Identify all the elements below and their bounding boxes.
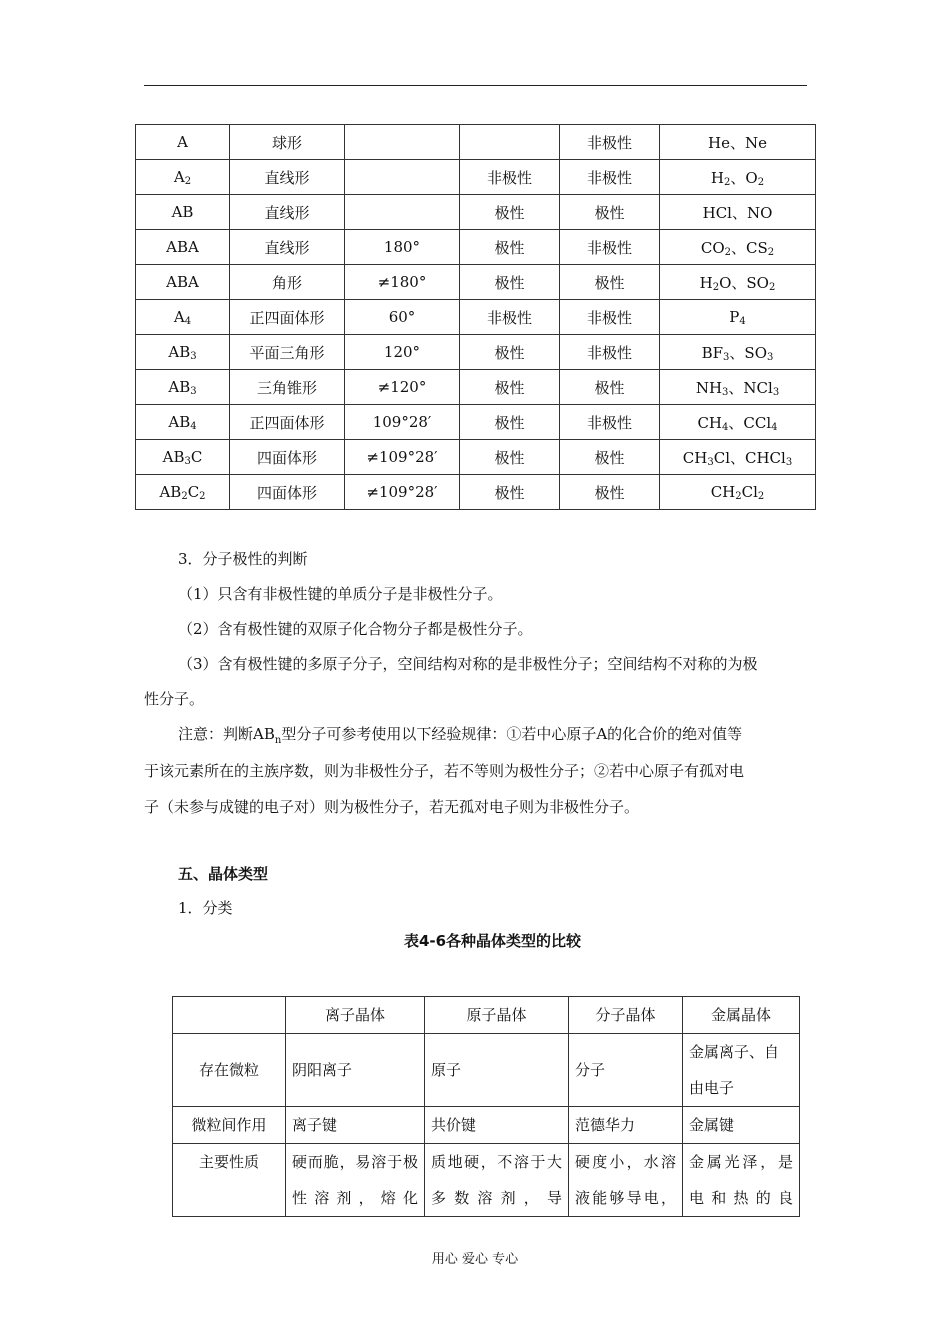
header-atomic: 原子晶体 <box>425 997 569 1034</box>
formula-text: O、SO <box>719 273 769 292</box>
header-molecular: 分子晶体 <box>569 997 683 1034</box>
rule-1: （1）只含有非极性键的单质分子是非极性分子。 <box>178 585 503 603</box>
molecule-angle-cell: ≠109°28′ <box>345 440 460 475</box>
subscript: 2 <box>712 281 720 293</box>
section3-heading: 3．分子极性的判断 <box>178 550 308 568</box>
molecule-angle-cell: ≠109°28′ <box>345 475 460 510</box>
molecule-bond-cell: 极性 <box>460 475 560 510</box>
molecule-bond-cell <box>460 125 560 160</box>
molecule-angle-cell: 60° <box>345 300 460 335</box>
molecule-row <box>136 475 816 510</box>
formula-text: P <box>729 307 740 326</box>
table-cell: 阴阳离子 <box>286 1034 425 1107</box>
molecule-row <box>136 230 816 265</box>
molecule-shape-cell: 正四面体形 <box>230 300 345 335</box>
formula-text: C <box>187 482 200 501</box>
subscript: 3 <box>722 386 729 398</box>
molecule-type-cell <box>136 160 230 195</box>
molecule-angle-cell <box>345 160 460 195</box>
molecule-examples-cell <box>660 230 816 265</box>
row-label: 微粒间作用 <box>173 1107 286 1144</box>
molecule-angle-cell: 180° <box>345 230 460 265</box>
subscript: 2 <box>735 490 742 502</box>
molecule-shape-cell: 球形 <box>230 125 345 160</box>
molecule-angle-cell: 109°28′ <box>345 405 460 440</box>
formula-text: He、Ne <box>708 133 767 152</box>
subscript: 4 <box>739 315 746 327</box>
molecule-shape-cell: 三角锥形 <box>230 370 345 405</box>
header-ionic: 离子晶体 <box>286 997 425 1034</box>
formula-text: AB <box>168 412 191 431</box>
molecule-bond-cell: 极性 <box>460 230 560 265</box>
formula-text: AB <box>168 342 191 361</box>
formula-text: H <box>710 168 725 187</box>
rule-3-line2: 性分子。 <box>144 690 205 708</box>
header-metallic: 金属晶体 <box>683 997 800 1034</box>
molecule-polarity-cell: 非极性 <box>560 405 660 440</box>
molecule-examples-cell <box>660 475 816 510</box>
molecule-shape-cell: 直线形 <box>230 230 345 265</box>
section5-title: 五、晶体类型 <box>178 865 269 883</box>
subscript: 3 <box>190 385 197 397</box>
subscript: 3 <box>772 386 780 398</box>
molecule-examples-cell <box>660 195 816 230</box>
formula-text: A <box>173 307 185 326</box>
subscript: 2 <box>724 176 731 188</box>
subscript: 4 <box>771 421 778 433</box>
formula-text: AB <box>168 377 191 396</box>
molecule-type-cell <box>136 335 230 370</box>
molecule-type-cell <box>136 440 230 475</box>
subscript: 3 <box>785 456 793 468</box>
molecule-bond-cell: 极性 <box>460 335 560 370</box>
crystal-types-table <box>172 996 800 1217</box>
molecule-polarity-cell: 非极性 <box>560 230 660 265</box>
molecule-row <box>136 160 816 195</box>
molecule-shape-cell: 角形 <box>230 265 345 300</box>
molecule-bond-cell: 极性 <box>460 195 560 230</box>
molecule-bond-cell: 极性 <box>460 405 560 440</box>
molecule-examples-cell <box>660 300 816 335</box>
table-cell: 金属键 <box>683 1107 800 1144</box>
table-cell: 硬而脆，易溶于极性溶剂，熔化 <box>286 1144 425 1217</box>
molecule-type-cell <box>136 405 230 440</box>
table-cell: 分子 <box>569 1034 683 1107</box>
molecule-examples-cell <box>660 160 816 195</box>
molecule-bond-cell: 极性 <box>460 440 560 475</box>
subscript: 2 <box>757 176 765 188</box>
molecule-angle-cell: 120° <box>345 335 460 370</box>
molecule-shape-cell: 平面三角形 <box>230 335 345 370</box>
subscript: 2 <box>181 490 188 502</box>
molecule-bond-cell: 非极性 <box>460 160 560 195</box>
note-subscript: n <box>274 735 282 746</box>
molecule-shape-cell: 正四面体形 <box>230 405 345 440</box>
table-cell: 范德华力 <box>569 1107 683 1144</box>
rule-3-line1: （3）含有极性键的多原子分子，空间结构对称的是非极性分子；空间结构不对称的为极 <box>178 655 758 673</box>
header-cell-empty <box>173 997 286 1034</box>
subscript: 3 <box>184 455 191 467</box>
formula-text: A <box>173 167 185 186</box>
molecule-bond-cell: 非极性 <box>460 300 560 335</box>
crystal-header-row <box>173 997 800 1034</box>
molecule-row <box>136 195 816 230</box>
crystal-row-particles <box>173 1034 800 1107</box>
formula-text: A <box>177 133 188 151</box>
formula-text: 、SO <box>729 343 767 362</box>
molecule-polarity-cell: 极性 <box>560 440 660 475</box>
molecule-polarity-cell: 非极性 <box>560 160 660 195</box>
formula-text: AB <box>162 447 185 466</box>
molecule-type-cell <box>136 230 230 265</box>
subscript: 2 <box>724 246 731 258</box>
table-caption: 表4-6各种晶体类型的比较 <box>403 932 582 950</box>
table-cell: 质地硬，不溶于大多数溶剂，导 <box>425 1144 569 1217</box>
molecule-angle-cell: ≠120° <box>345 370 460 405</box>
page-footer: 用心 爱心 专心 <box>431 1252 519 1267</box>
molecule-shape-cell: 直线形 <box>230 195 345 230</box>
molecule-row <box>136 440 816 475</box>
molecule-polarity-cell: 极性 <box>560 370 660 405</box>
molecule-row <box>136 125 816 160</box>
subscript: 3 <box>723 351 730 363</box>
subscript: 2 <box>184 175 192 187</box>
subscript: 2 <box>199 490 206 502</box>
molecule-polarity-cell: 极性 <box>560 475 660 510</box>
crystal-row-interaction <box>173 1107 800 1144</box>
formula-text: 、O <box>730 168 758 187</box>
molecule-row <box>136 335 816 370</box>
formula-text: CH <box>710 482 736 501</box>
note-line2: 于该元素所在的主族序数，则为非极性分子，若不等则为极性分子；②若中心原子有孤对电 <box>144 762 745 780</box>
formula-text: NH <box>695 378 723 397</box>
header-rule <box>144 85 807 86</box>
formula-text: C <box>190 447 203 466</box>
note-suffix: 型分子可参考使用以下经验规律：①若中心原子A的化合价的绝对值等 <box>281 725 743 743</box>
molecule-polarity-cell: 非极性 <box>560 335 660 370</box>
note-line1 <box>178 724 742 751</box>
molecule-examples-cell <box>660 405 816 440</box>
subscript: 3 <box>190 350 197 362</box>
molecule-examples-cell <box>660 265 816 300</box>
note-line3: 子（未参与成键的电子对）则为极性分子，若无孤对电子则为非极性分子。 <box>144 798 640 816</box>
rule-2: （2）含有极性键的双原子化合物分子都是极性分子。 <box>178 620 533 638</box>
molecule-examples-cell <box>660 370 816 405</box>
row-label: 主要性质 <box>173 1144 286 1217</box>
molecule-angle-cell <box>345 195 460 230</box>
molecule-type-cell <box>136 125 230 160</box>
table-cell: 金属光泽，是电和热的良 <box>683 1144 800 1217</box>
molecule-shape-cell: 四面体形 <box>230 475 345 510</box>
formula-text: H <box>699 273 713 292</box>
molecule-examples-cell <box>660 440 816 475</box>
molecule-bond-cell: 极性 <box>460 265 560 300</box>
note-prefix: 注意：判断AB <box>178 725 275 743</box>
subscript: 4 <box>190 420 197 432</box>
formula-text: 、CS <box>731 238 768 257</box>
formula-text: CH <box>697 413 723 432</box>
molecule-type-cell <box>136 265 230 300</box>
molecule-angle-cell: ≠180° <box>345 265 460 300</box>
table-cell: 原子 <box>425 1034 569 1107</box>
formula-text: 、NCl <box>728 378 773 397</box>
molecule-examples-cell <box>660 125 816 160</box>
molecule-row <box>136 265 816 300</box>
formula-text: HCl、NO <box>702 203 773 222</box>
molecule-polarity-cell: 非极性 <box>560 125 660 160</box>
formula-text: CH <box>682 448 708 467</box>
molecule-angle-cell <box>345 125 460 160</box>
formula-text: AB <box>159 482 182 501</box>
formula-text: AB <box>171 203 194 221</box>
molecule-type-cell <box>136 475 230 510</box>
molecule-shape-cell: 直线形 <box>230 160 345 195</box>
subscript: 3 <box>707 456 714 468</box>
formula-text: Cl、CHCl <box>713 448 786 467</box>
molecule-polarity-cell: 非极性 <box>560 300 660 335</box>
subscript: 4 <box>184 315 192 327</box>
molecule-polarity-cell: 极性 <box>560 195 660 230</box>
molecule-polarity-cell: 极性 <box>560 265 660 300</box>
section5-sub: 1．分类 <box>178 899 233 917</box>
subscript: 3 <box>767 351 774 363</box>
molecule-row <box>136 405 816 440</box>
subscript: 4 <box>722 421 729 433</box>
table-cell: 金属离子、自由电子 <box>683 1034 800 1107</box>
molecule-row <box>136 370 816 405</box>
molecule-type-cell <box>136 195 230 230</box>
molecule-examples-cell <box>660 335 816 370</box>
table-cell: 共价键 <box>425 1107 569 1144</box>
molecule-shape-cell: 四面体形 <box>230 440 345 475</box>
formula-text: CO <box>700 238 725 257</box>
formula-text: ABA <box>166 273 199 291</box>
molecule-row <box>136 300 816 335</box>
subscript: 2 <box>757 490 765 502</box>
crystal-row-properties <box>173 1144 800 1217</box>
table-cell: 硬度小，水溶液能够导电， <box>569 1144 683 1217</box>
subscript: 2 <box>768 281 776 293</box>
molecule-bond-cell: 极性 <box>460 370 560 405</box>
molecule-polarity-table <box>135 124 816 510</box>
subscript: 2 <box>767 246 775 258</box>
formula-text: ABA <box>166 238 199 256</box>
molecule-type-cell <box>136 370 230 405</box>
row-label: 存在微粒 <box>173 1034 286 1107</box>
formula-text: Cl <box>741 482 758 501</box>
formula-text: 、CCl <box>728 413 772 432</box>
molecule-type-cell <box>136 300 230 335</box>
table-cell: 离子键 <box>286 1107 425 1144</box>
formula-text: BF <box>701 343 724 362</box>
